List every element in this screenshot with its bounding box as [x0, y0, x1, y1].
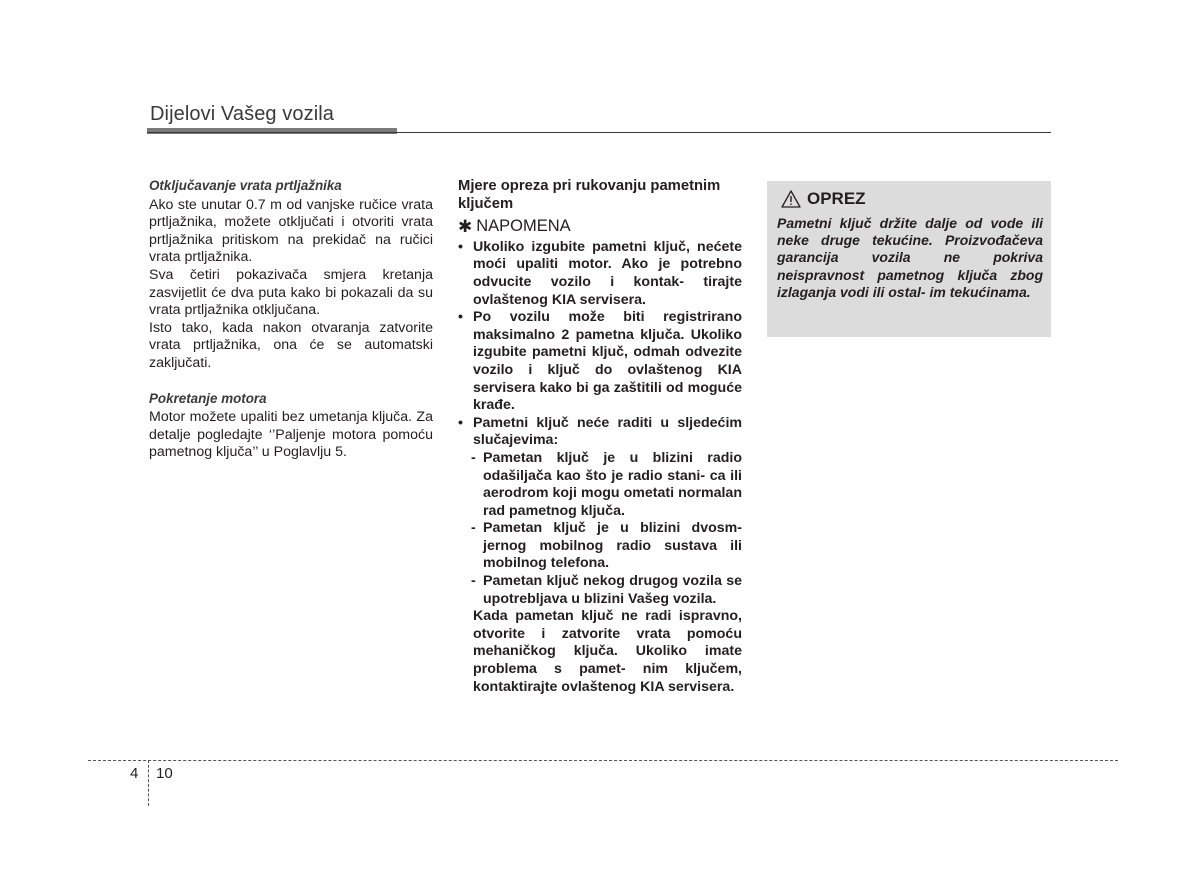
note-heading — [458, 218, 742, 236]
paragraph: Sva četiri pokazivača smjera kretanja zasvijetlit će dva puta kako bi pokazali da su vrata prtljažnika otključana. — [149, 266, 433, 319]
left-column — [149, 177, 433, 462]
paragraph: Motor možete upaliti bez umetanja ključa. Za detalje pogledajte ‘’Paljenje motora pomoću pametnog ključa’’ u Poglavlju 5. — [149, 409, 433, 461]
list-item: • Ukoliko izgubite pametni ključ, nećete moći upaliti motor. Ako je potrebno odvucite vozilo i kontak- tirajte ovlaštenog KIA servisera. — [458, 238, 742, 308]
sub-list-item: - Pametan ključ je u blizini dvosm- jernog mobilnog radio sustava ili mobilnog telefona. — [471, 520, 742, 572]
paragraph: Isto tako, kada nakon otvaranja zatvorite vrata prtljažnika, ona će se automatski zaključati. — [149, 319, 433, 371]
warning-triangle-icon — [781, 190, 801, 208]
paragraph: Ako ste unutar 0.7 m od vanjske ručice vrata prtljažnika, možete otključati i otvoriti vrata prtljažnika pritiskom na prekidač na ručici vrata prtljažnika. — [149, 196, 433, 266]
subheading-engine-start: Pokretanje motora — [149, 390, 267, 406]
paragraph: Kada pametan ključ ne radi ispravno, otvorite i zatvorite vrata pomoću mehaničkog ključa. Ukoliko imate problema s pamet- nim ključem, kontaktirajte ovlaštenog KIA servisera. — [473, 608, 742, 695]
footer-divider — [148, 760, 149, 806]
sub-list-item: - Pametan ključ nekog drugog vozila se upotrebljava u blizini Vašeg vozila. — [471, 573, 742, 607]
chapter-number: 4 — [130, 765, 139, 782]
page-number: 10 — [156, 765, 173, 782]
caution-heading — [781, 189, 866, 209]
list-item: • Pametni ključ neće raditi u sljedećim slučajevima: — [458, 414, 742, 449]
caution-title: OPREZ — [807, 189, 866, 208]
caution-box — [767, 181, 1051, 337]
middle-column — [458, 178, 742, 696]
header-accent-bar — [147, 128, 397, 134]
sub-list-item: - Pametan ključ je u blizini radio odašiljača kao što je radio stani- ca ili aerodrom koji mogu ometati normalan rad pametnog ključa. — [471, 449, 742, 519]
footer-rule — [88, 760, 1118, 761]
header-rule — [147, 132, 1051, 133]
asterisk-icon: ✱ — [458, 217, 473, 237]
subheading-trunk-unlock: Otključavanje vrata prtljažnika — [149, 178, 342, 193]
section-heading: Mjere opreza pri rukovanju pametnim ključem — [458, 178, 721, 212]
caution-text: Pametni ključ držite dalje od vode ili neke druge tekućine. Proizvođačeva garancija vozila ne pokriva neispravnost pametnog ključa zbog izlaganja vodi ili ostal- im tekućinama. — [777, 215, 1043, 300]
note-label: NAPOMENA — [476, 217, 571, 236]
list-item: • Po vozilu može biti registrirano maksimalno 2 pametna ključa. Ukoliko izgubite pametni ključ, odmah odvezite vozilo i ključ do ovlaštenog KIA servisera kako bi ga zaštitili od moguće krađe. — [458, 309, 742, 414]
page-title: Dijelovi Vašeg vozila — [150, 103, 335, 125]
